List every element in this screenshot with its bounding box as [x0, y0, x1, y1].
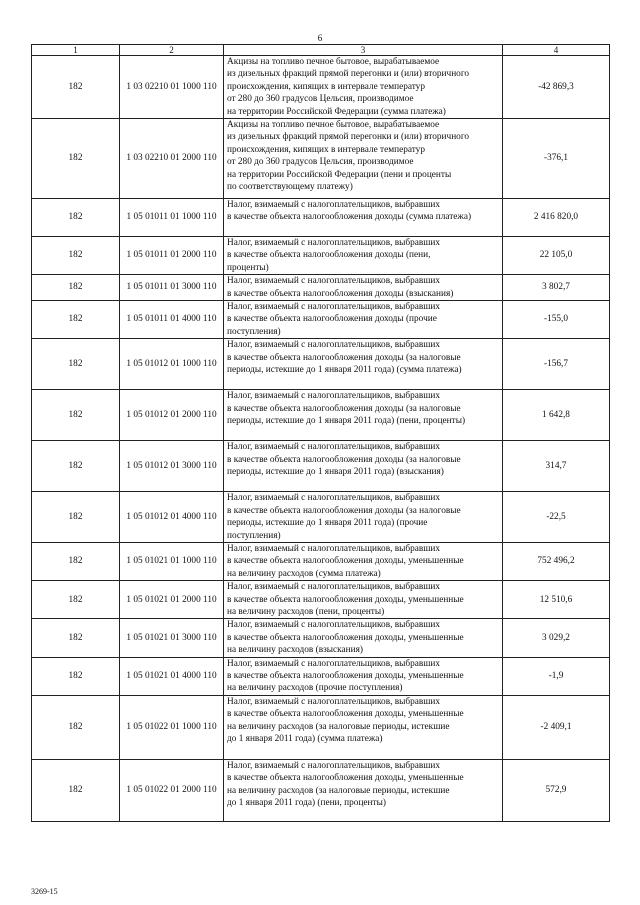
budget-code-cell: 1 05 01021 01 2000 110 [120, 581, 224, 619]
amount-cell: -2 409,1 [503, 695, 610, 759]
amount-cell: 2 416 820,0 [503, 199, 610, 237]
budget-code-cell: 1 05 01012 01 1000 110 [120, 339, 224, 390]
table-header-row [32, 45, 610, 56]
header-col-2: 2 [120, 45, 224, 56]
budget-code-cell: 1 05 01011 01 3000 110 [120, 275, 224, 301]
description-cell: Налог, взимаемый с налогоплательщиков, выбравших в качестве объекта налогообложения доходы (за налоговые периоды, истекшие до 1 января 2011 года) (прочие поступления) [224, 492, 503, 543]
amount-cell: -22,5 [503, 492, 610, 543]
description-cell: Налог, взимаемый с налогоплательщиков, выбравших в качестве объекта налогообложения доходы, уменьшенные на величину расходов (взыскания) [224, 619, 503, 657]
header-col-3: 3 [224, 45, 503, 56]
description-cell: Налог, взимаемый с налогоплательщиков, выбравших в качестве объекта налогообложения доходы (за налоговые периоды, истекшие до 1 января 2011 года) (пени, проценты) [224, 390, 503, 441]
table-row [32, 619, 610, 657]
amount-cell: -155,0 [503, 301, 610, 339]
amount-cell: 314,7 [503, 441, 610, 492]
admin-code-cell: 182 [32, 542, 120, 580]
table-row [32, 695, 610, 759]
admin-code-cell: 182 [32, 339, 120, 390]
revenue-table [31, 44, 610, 822]
admin-code-cell: 182 [32, 237, 120, 275]
amount-cell: 752 496,2 [503, 542, 610, 580]
description-cell: Акцизы на топливо печное бытовое, вырабатываемое из дизельных фракций прямой перегонки и (или) вторичного происхождения, кипящих в интервале температур от 280 до 360 градусов Цельсия, производимое на территории Российской Федерации (сумма платежа) [224, 56, 503, 119]
table-row [32, 339, 610, 390]
description-cell: Налог, взимаемый с налогоплательщиков, выбравших в качестве объекта налогообложения доходы, уменьшенные на величину расходов (сумма платежа) [224, 542, 503, 580]
description-cell: Акцизы на топливо печное бытовое, вырабатываемое из дизельных фракций прямой перегонки и (или) вторичного происхождения, кипящих в интервале температур от 280 до 360 градусов Цельсия, производимое на территории Российской Федерации (пени и проценты по соответствующему платежу) [224, 119, 503, 199]
table-row [32, 301, 610, 339]
footer-code: 3269-15 [31, 887, 58, 896]
budget-code-cell: 1 05 01022 01 1000 110 [120, 695, 224, 759]
admin-code-cell: 182 [32, 581, 120, 619]
description-cell: Налог, взимаемый с налогоплательщиков, выбравших в качестве объекта налогообложения доходы, уменьшенные на величину расходов (прочие поступления) [224, 657, 503, 695]
page-number: 6 [317, 33, 323, 43]
description-cell: Налог, взимаемый с налогоплательщиков, выбравших в качестве объекта налогообложения доходы, уменьшенные на величину расходов (пени, проценты) [224, 581, 503, 619]
budget-code-cell: 1 05 01011 01 2000 110 [120, 237, 224, 275]
admin-code-cell: 182 [32, 441, 120, 492]
amount-cell: -376,1 [503, 119, 610, 199]
budget-code-cell: 1 05 01012 01 4000 110 [120, 492, 224, 543]
budget-code-cell: 1 05 01011 01 1000 110 [120, 199, 224, 237]
amount-cell: -42 869,3 [503, 56, 610, 119]
amount-cell: 3 029,2 [503, 619, 610, 657]
amount-cell: -1,9 [503, 657, 610, 695]
budget-code-cell: 1 05 01021 01 1000 110 [120, 542, 224, 580]
table-row [32, 237, 610, 275]
admin-code-cell: 182 [32, 390, 120, 441]
amount-cell: 3 802,7 [503, 275, 610, 301]
table-row [32, 275, 610, 301]
amount-cell: 22 105,0 [503, 237, 610, 275]
table-row [32, 542, 610, 580]
admin-code-cell: 182 [32, 275, 120, 301]
table-row [32, 56, 610, 119]
admin-code-cell: 182 [32, 657, 120, 695]
amount-cell: 572,9 [503, 759, 610, 821]
header-col-4: 4 [503, 45, 610, 56]
description-cell: Налог, взимаемый с налогоплательщиков, выбравших в качестве объекта налогообложения доходы (за налоговые периоды, истекшие до 1 января 2011 года) (взыскания) [224, 441, 503, 492]
budget-code-cell: 1 03 02210 01 1000 110 [120, 56, 224, 119]
table-row [32, 199, 610, 237]
admin-code-cell: 182 [32, 619, 120, 657]
budget-code-cell: 1 05 01011 01 4000 110 [120, 301, 224, 339]
table-row [32, 657, 610, 695]
budget-code-cell: 1 03 02210 01 2000 110 [120, 119, 224, 199]
admin-code-cell: 182 [32, 492, 120, 543]
description-cell: Налог, взимаемый с налогоплательщиков, выбравших в качестве объекта налогообложения доходы (взыскания) [224, 275, 503, 301]
description-cell: Налог, взимаемый с налогоплательщиков, выбравших в качестве объекта налогообложения доходы, уменьшенные на величину расходов (за налоговые периоды, истекшие до 1 января 2011 года) (сумма платежа) [224, 695, 503, 759]
admin-code-cell: 182 [32, 199, 120, 237]
amount-cell: 1 642,8 [503, 390, 610, 441]
table-row [32, 581, 610, 619]
table-row [32, 759, 610, 821]
budget-code-cell: 1 05 01012 01 2000 110 [120, 390, 224, 441]
admin-code-cell: 182 [32, 119, 120, 199]
budget-code-cell: 1 05 01022 01 2000 110 [120, 759, 224, 821]
admin-code-cell: 182 [32, 695, 120, 759]
budget-code-cell: 1 05 01021 01 4000 110 [120, 657, 224, 695]
table-row [32, 390, 610, 441]
description-cell: Налог, взимаемый с налогоплательщиков, выбравших в качестве объекта налогообложения доходы (сумма платежа) [224, 199, 503, 237]
amount-cell: 12 510,6 [503, 581, 610, 619]
admin-code-cell: 182 [32, 759, 120, 821]
budget-code-cell: 1 05 01021 01 3000 110 [120, 619, 224, 657]
description-cell: Налог, взимаемый с налогоплательщиков, выбравших в качестве объекта налогообложения доходы (пени, проценты) [224, 237, 503, 275]
description-cell: Налог, взимаемый с налогоплательщиков, выбравших в качестве объекта налогообложения доходы, уменьшенные на величину расходов (за налоговые периоды, истекшие до 1 января 2011 года) (пени, проценты) [224, 759, 503, 821]
admin-code-cell: 182 [32, 301, 120, 339]
amount-cell: -156,7 [503, 339, 610, 390]
table-row [32, 119, 610, 199]
description-cell: Налог, взимаемый с налогоплательщиков, выбравших в качестве объекта налогообложения доходы (за налоговые периоды, истекшие до 1 января 2011 года) (сумма платежа) [224, 339, 503, 390]
description-cell: Налог, взимаемый с налогоплательщиков, выбравших в качестве объекта налогообложения доходы (прочие поступления) [224, 301, 503, 339]
header-col-1: 1 [32, 45, 120, 56]
admin-code-cell: 182 [32, 56, 120, 119]
table-row [32, 492, 610, 543]
budget-code-cell: 1 05 01012 01 3000 110 [120, 441, 224, 492]
table-row [32, 441, 610, 492]
